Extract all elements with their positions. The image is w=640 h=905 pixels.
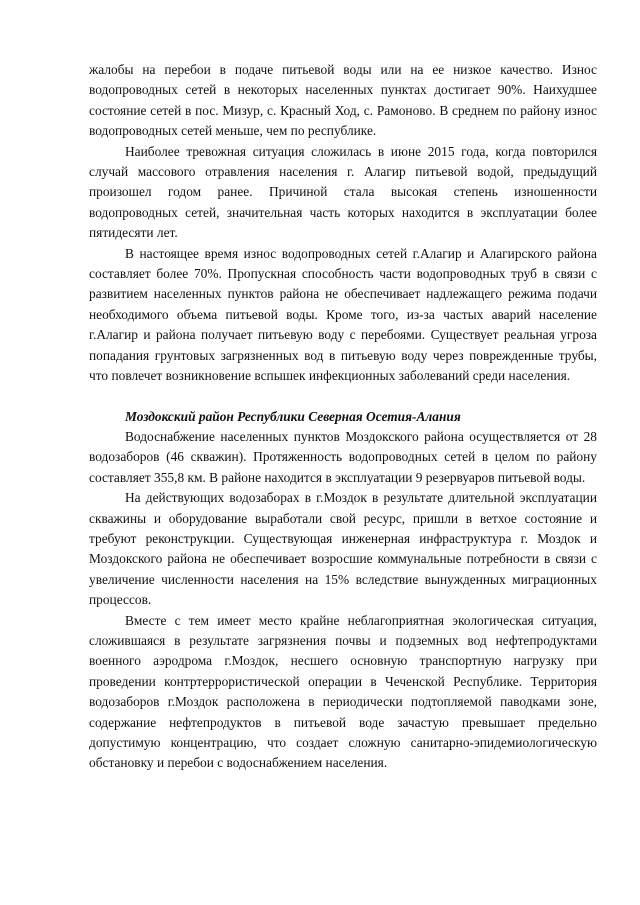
paragraph-water-complaints: жалобы на перебои в подаче питьевой воды или на ее низкое качество. Износ водопроводных сетей в некоторых населенных пунктах достигает 90%. Наихудшее состояние сетей в пос. Мизур, с. Красный Ход, с. Рамоново. В среднем по району износ водопроводных сетей меньше, чем по республике. — [89, 62, 597, 139]
document-body — [89, 60, 597, 774]
section-spacer — [89, 387, 597, 407]
paragraph-mozdok-water-supply: Водоснабжение населенных пунктов Моздокского района осуществляется от 28 водозаборов (46 скважин). Протяженность водопроводных сетей в целом по району составляет 355,8 км. В районе находится в эксплуатации 9 резервуаров питьевой воды. — [89, 428, 597, 485]
section-heading-mozdok: Моздокский район Республики Северная Осетия-Алания — [125, 408, 461, 424]
paragraph-mozdok-ecology: Вместе с тем имеет место крайне неблагоприятная экологическая ситуация, сложившаяся в результате загрязнения почвы и подземных вод нефтепродуктами военного аэродрома г.Моздок, несшего основную транспортную нагрузку при проведении контртеррористической операции в Чеченской Республике. Территория водозаборов г.Моздок расположена в периодически подтопляемой паводками зоне, содержание нефтепродуктов в питьевой воде зачастую превышает предельно допустимую концентрацию, что создает сложную санитарно-эпидемиологическую обстановку и перебои с водоснабжением населения. — [89, 612, 597, 771]
paragraph-alagir-network-wear: В настоящее время износ водопроводных сетей г.Алагир и Алагирского района составляет более 70%. Пропускная способность части водопроводных труб в связи с развитием населенных пунктов района не обеспечивает надлежащего режима подачи необходимого объема питьевой воды. Кроме того, из-за частых аварий население г.Алагир и района получает питьевую воду с перебоями. Существует реальная угроза попадания грунтовых загрязненных вод в питьевую воду через поврежденные трубы, что повлечет возникновение вспышек инфекционных заболеваний среди населения. — [89, 245, 597, 384]
paragraph-mozdok-intakes: На действующих водозаборах в г.Моздок в результате длительной эксплуатации скважины и оборудование выработали свой ресурс, пришли в ветхое состояние и требуют реконструкции. Существующая инженерная инфраструктура г. Моздок и Моздокского района не обеспечивает возросшие коммунальные потребности в связи с увеличение численности населения на 15% вследствие вынужденных миграционных процессов. — [89, 490, 597, 608]
paragraph-alagir-poisoning: Наиболее тревожная ситуация сложилась в июне 2015 года, когда повторился случай массового отравления населения г. Алагир питьевой водой, предыдущий произошел годом ранее. Причиной стала высокая степень изношенности водопроводных сетей, значительная часть которых находится в эксплуатации более пятидесяти лет. — [89, 143, 597, 241]
